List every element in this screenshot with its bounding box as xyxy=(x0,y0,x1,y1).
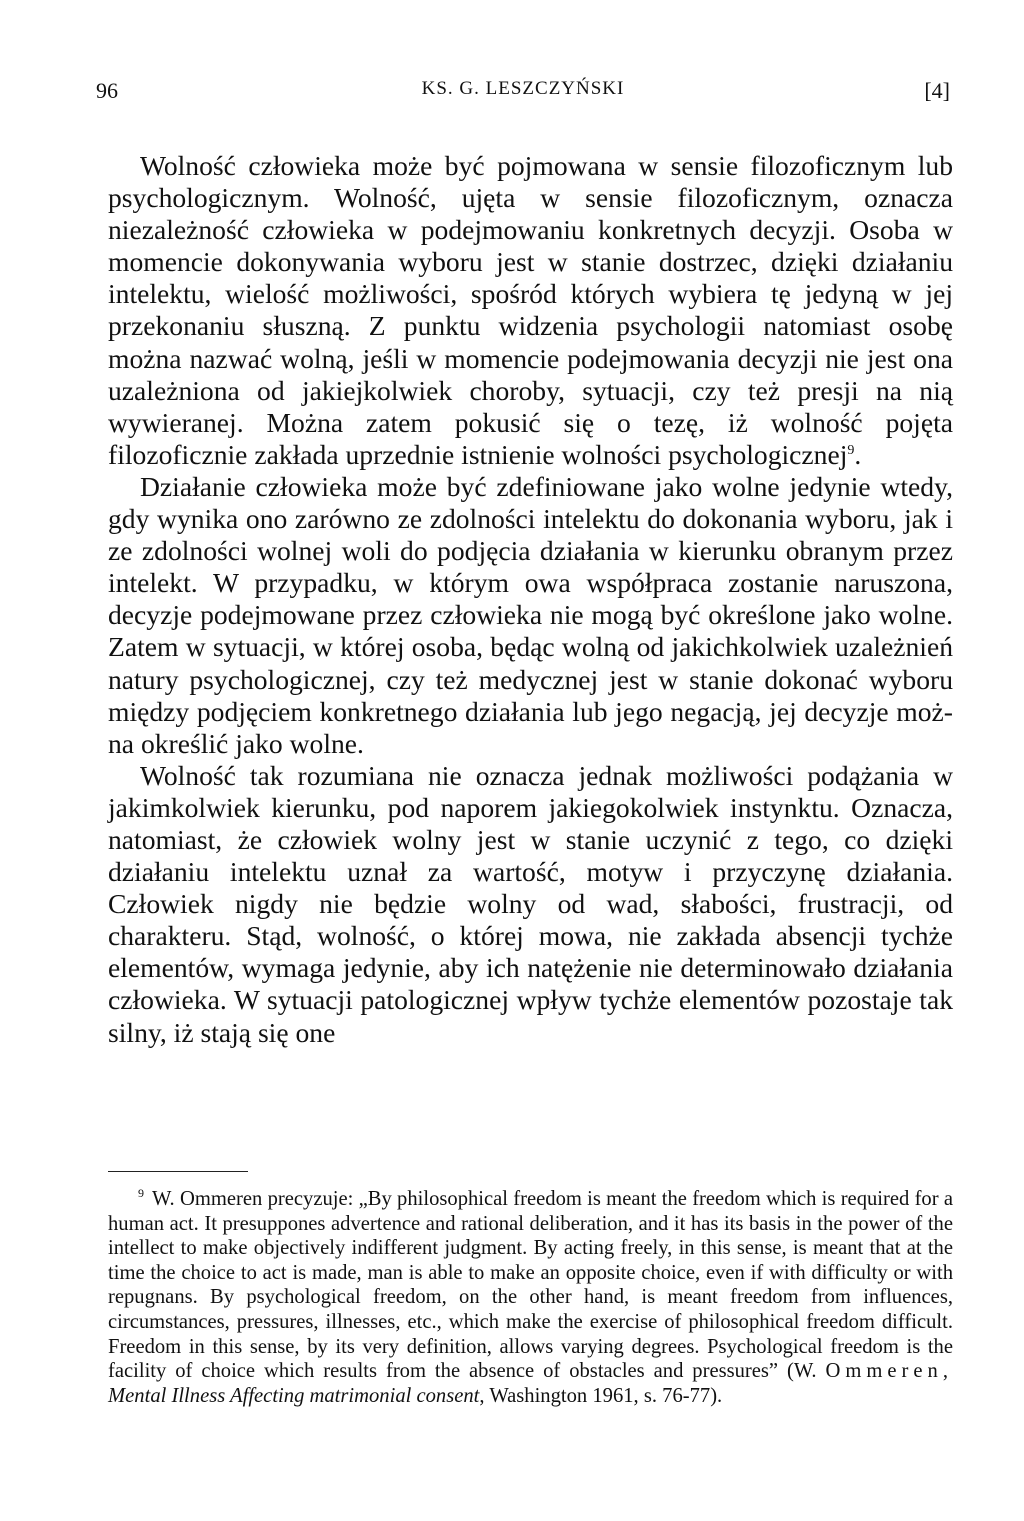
footnote xyxy=(108,1187,953,1408)
footnote-title: Mental Illness Affecting matrimonial consent xyxy=(108,1384,480,1407)
paragraph-1-end: . xyxy=(854,438,862,470)
paragraph-1 xyxy=(108,150,953,471)
section-number: [4] xyxy=(924,78,950,103)
footnote-tail: , Washington 1961, s. 76-77). xyxy=(479,1384,723,1407)
footnote-reference[interactable]: 9 xyxy=(847,442,855,458)
footnote-mark: 9 xyxy=(138,1186,144,1201)
body-text xyxy=(108,150,953,1049)
paragraph-2: Działanie człowieka może być zdefiniowane jako wolne jedynie wtedy, gdy wynika ono zarówno ze zdolności intelektu do dokonania wyboru, jak i ze zdolności wolnej woli do podjęcia działania w kierunku obranym przez intelekt. W przypadku, w którym owa współpraca zostanie naruszona, decyzje podejmowane przez człowieka nie mogą być określone jako wolne. Zatem w sytuacji, w której osoba, będąc wolną od jakichkolwiek uzależnień natury psychologicznej, czy też medycznej jest w stanie dokonać wyboru między podjęciem konkretnego działania lub jego negacją, jej decyzje można określić jako wolne. xyxy=(108,470,953,759)
footnote-author: Ommeren, xyxy=(825,1360,953,1383)
footnote-separator xyxy=(108,1171,248,1172)
page-number: 96 xyxy=(96,78,118,103)
running-head-author: KS. G. LESZCZYŃSKI xyxy=(421,78,625,99)
paragraph-3: Wolność tak rozumiana nie oznacza jednak możliwości podążania w jakimkolwiek kierunku, pod naporem jakiegokolwiek instynktu. Oznacza, natomiast, że człowiek wolny jest w stanie uczynić z tego, co dzięki działaniu intelektu uznał za wartość, motyw i przyczynę działania. Człowiek nigdy nie będzie wolny od wad, słabości, frustracji, od charakteru. Stąd, wolność, o której mowa, nie zakłada absencji tychże elementów, wymaga jedynie, aby ich natężenie nie determinowało działania człowieka. W sytuacji patologicznej wpływ tychże elementów pozostaje tak silny, iż stają się one xyxy=(108,759,953,1048)
paragraph-1-text: Wolność człowieka może być pojmowana w sensie filozoficznym lub psychologicznym. Wolność, ujęta w sensie filozoficznym, oznacza niezależność człowieka w podejmowaniu konkretnych decyzji. Osoba w momencie dokonywania wyboru jest w stanie dostrzec, dzięki działaniu intelektu, wielość możliwości, spośród których wybiera tę jedyną w jej przekonaniu słuszną. Z punktu widzenia psychologii natomiast osobę można nazwać wolną, jeśli w momencie podejmowania decyzji nie jest ona uzależniona od jakiejkolwiek choroby, sytuacji, czy też presji na nią wywieranej. Można zatem pokusić się o tezę, iż wolność pojęta filozoficznie zakłada uprzednie istnienie wolności psychologicznej xyxy=(108,150,953,470)
footnote-text: W. Ommeren precyzuje: „By philosophical freedom is meant the freedom which is required for a human act. It presuppones advertence and rational deliberation, and it has its basis in the power of the intellect to make objectively indifferent judgment. By acting freely, in this sense, is meant that at the time the choice to act is made, man is able to make an opposite choice, even if with difficulty or with repugnans. By psychological freedom, on the other hand, is meant freedom from influences, circumstances, pressures, illnesses, etc., which make the exercise of philosophical freedom difficult. Freedom in this sense, by its very definition, allows varying degrees. Psychological freedom is the facility of choice which results from the absence of obstacles and pressures” (W. xyxy=(108,1188,953,1383)
page-header xyxy=(96,78,950,118)
